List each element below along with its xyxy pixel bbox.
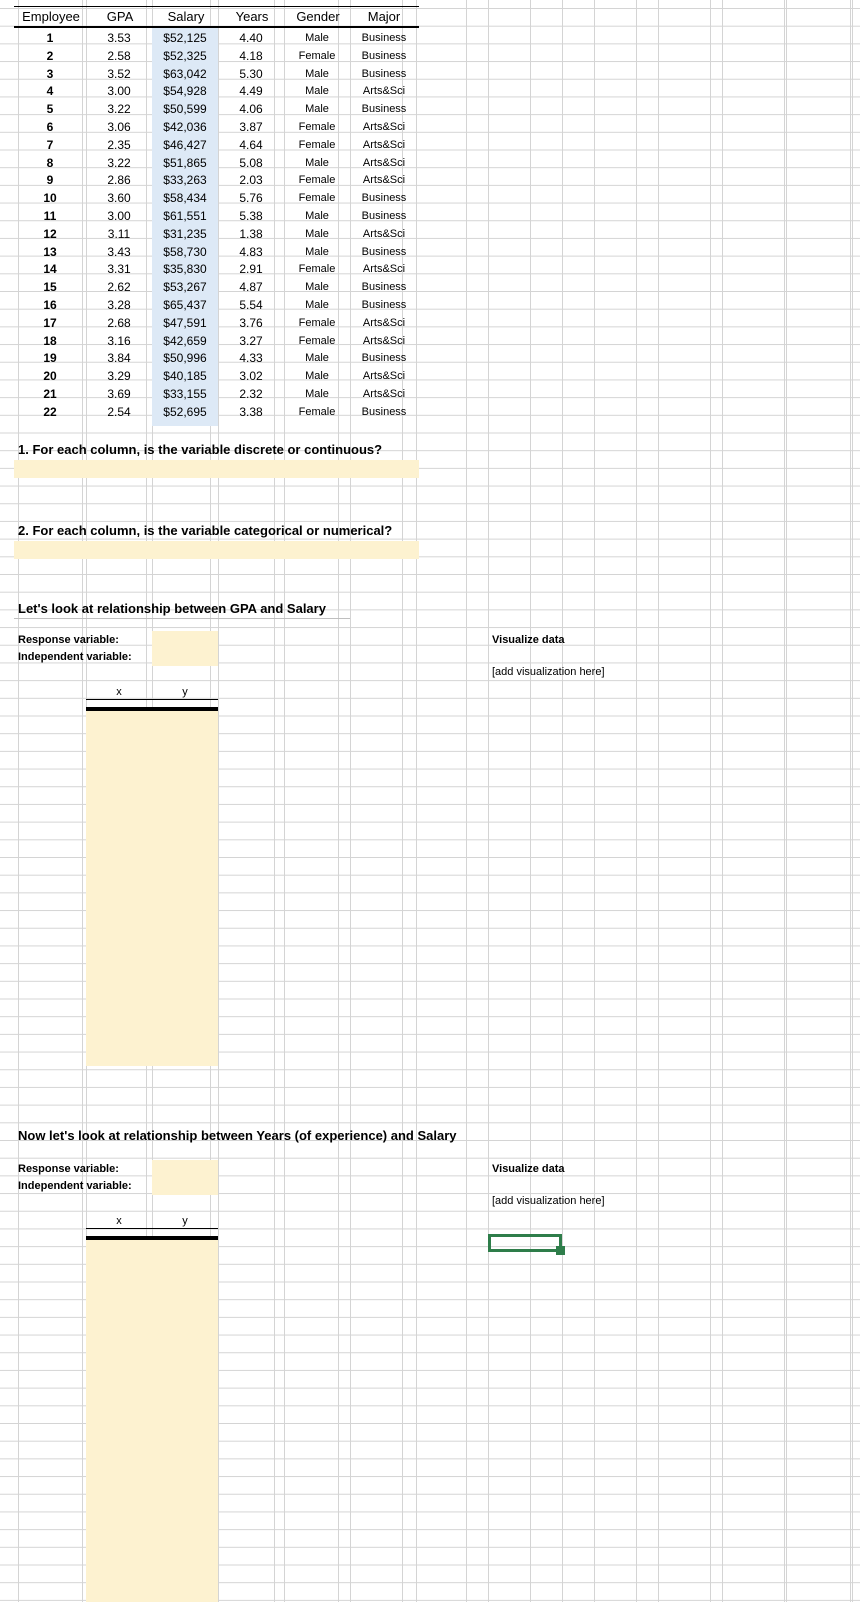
cell-years[interactable]: 4.83 [239, 244, 263, 259]
cell-salary[interactable]: $33,263 [163, 173, 207, 188]
cell-employee[interactable]: 4 [46, 84, 54, 99]
cell-employee[interactable]: 17 [43, 315, 57, 330]
cell-employee[interactable]: 9 [46, 173, 54, 188]
cell-years[interactable]: 5.54 [239, 298, 263, 312]
response-variable-input-2[interactable] [152, 1160, 218, 1195]
cell-years[interactable]: 4.18 [239, 48, 263, 63]
cell-years[interactable]: 5.76 [239, 191, 263, 206]
cell-gender[interactable]: Male [305, 103, 329, 116]
cell-employee[interactable]: 15 [43, 280, 57, 295]
cell-employee[interactable]: 8 [46, 155, 54, 170]
cell-gpa[interactable]: 3.52 [107, 66, 131, 81]
cell-salary[interactable]: $33,155 [163, 387, 207, 401]
cell-salary[interactable]: $52,325 [163, 48, 207, 63]
x-column-label-2: x [116, 1215, 122, 1227]
cell-major[interactable]: Arts&Sci [362, 156, 406, 169]
y-column-label-2: y [182, 1215, 188, 1227]
cell-major[interactable]: Arts&Sci [362, 174, 406, 187]
cell-employee[interactable]: 21 [43, 387, 57, 401]
cell-gpa[interactable]: 3.31 [107, 262, 131, 277]
cell-major[interactable]: Business [361, 299, 407, 311]
add-visualization-placeholder-2[interactable]: [add visualization here] [492, 1195, 605, 1207]
cell-years[interactable]: 3.38 [239, 404, 263, 419]
cell-gpa[interactable]: 3.60 [107, 191, 131, 206]
cell-salary[interactable]: $61,551 [163, 209, 207, 223]
cell-gpa[interactable]: 3.69 [107, 387, 131, 401]
xy-header-thin-border [86, 699, 218, 700]
cell-gender[interactable]: Female [298, 334, 336, 347]
header-employee[interactable]: Employee [22, 9, 80, 24]
header-gpa[interactable]: GPA [106, 9, 134, 24]
cell-employee[interactable]: 7 [46, 137, 54, 152]
header-salary[interactable]: Salary [167, 9, 205, 24]
x-column-label: x [116, 686, 122, 698]
cell-gpa[interactable]: 2.68 [107, 315, 131, 330]
cell-gender[interactable]: Female [298, 263, 336, 276]
cell-gpa[interactable]: 2.54 [107, 404, 131, 419]
cell-employee[interactable]: 1 [46, 31, 54, 45]
cell-major[interactable]: Business [361, 352, 407, 365]
cell-years[interactable]: 5.30 [239, 66, 263, 81]
cell-gpa[interactable]: 3.43 [107, 244, 131, 259]
cell-employee[interactable]: 13 [43, 244, 57, 259]
cell-years[interactable]: 2.91 [239, 262, 263, 277]
header-gender[interactable]: Gender [296, 9, 340, 24]
cell-gpa[interactable]: 3.06 [107, 120, 131, 134]
header-top-border [14, 6, 419, 7]
cell-gpa[interactable]: 3.29 [107, 369, 131, 384]
cell-gpa[interactable]: 2.58 [107, 48, 131, 63]
cell-major[interactable]: Arts&Sci [362, 138, 406, 151]
cell-employee[interactable]: 2 [46, 48, 54, 63]
answer-1-cell[interactable] [14, 460, 419, 478]
cell-major[interactable]: Business [361, 405, 407, 418]
cell-salary[interactable]: $47,591 [163, 315, 207, 330]
cell-gender[interactable]: Male [305, 227, 329, 240]
section-1-title-underline [14, 618, 350, 619]
cell-major[interactable]: Business [361, 49, 407, 62]
independent-variable-label: Independent variable: [18, 651, 132, 663]
xy-header-thin-border-2 [86, 1228, 218, 1229]
cell-gender[interactable]: Female [298, 405, 336, 418]
cell-gpa[interactable]: 3.11 [107, 226, 131, 241]
cell-years[interactable]: 1.38 [239, 226, 263, 241]
cell-gender[interactable]: Female [298, 316, 336, 329]
cell-major[interactable]: Business [361, 192, 407, 205]
cell-employee[interactable]: 10 [43, 191, 57, 206]
cell-gender[interactable]: Male [305, 156, 329, 169]
cell-years[interactable]: 4.33 [239, 351, 263, 366]
visualize-data-label: Visualize data [492, 634, 565, 646]
cell-major[interactable]: Arts&Sci [362, 370, 406, 383]
cell-gender[interactable]: Male [305, 245, 329, 258]
cell-major[interactable]: Business [361, 281, 407, 294]
cell-salary[interactable]: $53,267 [163, 280, 207, 295]
cell-major[interactable]: Business [361, 67, 407, 80]
cell-salary[interactable]: $50,599 [163, 102, 207, 117]
cell-years[interactable]: 5.38 [239, 209, 263, 223]
cell-years[interactable]: 4.64 [239, 137, 263, 152]
header-border [14, 26, 419, 28]
add-visualization-placeholder[interactable]: [add visualization here] [492, 666, 605, 678]
cell-gender[interactable]: Male [305, 370, 329, 383]
cell-gpa[interactable]: 3.16 [107, 333, 131, 348]
cell-salary[interactable]: $54,928 [163, 84, 207, 99]
cell-employee[interactable]: 6 [46, 120, 54, 134]
cell-major[interactable]: Business [361, 245, 407, 258]
answer-2-cell[interactable] [14, 541, 419, 559]
cell-major[interactable]: Business [361, 103, 407, 116]
cell-gpa[interactable]: 3.22 [107, 155, 131, 170]
cell-salary[interactable]: $51,865 [163, 155, 207, 170]
cell-salary[interactable]: $35,830 [163, 262, 207, 277]
cell-salary[interactable]: $42,659 [163, 333, 207, 348]
cell-gender[interactable]: Female [298, 138, 336, 151]
cell-gender[interactable]: Female [298, 192, 336, 205]
cell-employee[interactable]: 14 [43, 262, 57, 277]
cell-gender[interactable]: Male [305, 299, 329, 311]
cell-years[interactable]: 3.02 [239, 369, 263, 384]
cell-gpa[interactable]: 3.00 [107, 209, 131, 223]
cell-salary[interactable]: $58,434 [163, 191, 207, 206]
y-column-label: y [182, 686, 188, 698]
cell-salary[interactable]: $42,036 [163, 120, 207, 134]
fill-handle[interactable] [556, 1246, 565, 1255]
cell-salary[interactable]: $40,185 [163, 369, 207, 384]
header-years[interactable]: Years [235, 9, 269, 24]
cell-years[interactable]: 3.87 [239, 120, 263, 134]
section-2-title: Now let's look at relationship between Years (of experience) and Salary [18, 1128, 457, 1143]
cell-gpa[interactable]: 3.84 [107, 351, 131, 366]
cell-years[interactable]: 2.32 [239, 387, 263, 401]
section-1-title: Let's look at relationship between GPA and Salary [18, 601, 326, 616]
cell-salary[interactable]: $65,437 [163, 298, 207, 312]
cell-gender[interactable]: Male [305, 210, 329, 222]
cell-gpa[interactable]: 3.28 [107, 298, 131, 312]
cell-years[interactable]: 3.76 [239, 315, 263, 330]
cell-gpa[interactable]: 3.00 [107, 84, 131, 99]
cell-gender[interactable]: Male [305, 352, 329, 365]
cell-gender[interactable]: Male [305, 388, 329, 400]
cell-major[interactable]: Business [361, 210, 407, 222]
cell-gender[interactable]: Male [305, 281, 329, 294]
cell-major[interactable]: Arts&Sci [362, 227, 406, 240]
cell-major[interactable]: Arts&Sci [362, 316, 406, 329]
header-major[interactable]: Major [367, 9, 401, 24]
cell-years[interactable]: 4.40 [239, 31, 263, 45]
cell-gender[interactable]: Female [298, 121, 336, 133]
cell-gender[interactable]: Male [305, 67, 329, 80]
xy-data-area[interactable] [86, 711, 218, 1066]
cell-employee[interactable]: 22 [43, 404, 57, 419]
cell-employee[interactable]: 5 [46, 102, 54, 117]
cell-salary[interactable]: $31,235 [163, 226, 207, 241]
visualize-data-label-2: Visualize data [492, 1163, 565, 1175]
cell-salary[interactable]: $50,996 [163, 351, 207, 366]
cell-employee[interactable]: 16 [43, 298, 57, 312]
cell-employee[interactable]: 11 [43, 209, 57, 223]
cell-major[interactable]: Arts&Sci [362, 263, 406, 276]
cell-employee[interactable]: 18 [43, 333, 57, 348]
cell-gender[interactable]: Female [298, 49, 336, 62]
cell-salary[interactable]: $52,125 [163, 31, 207, 45]
xy-data-area-2[interactable] [86, 1240, 218, 1602]
cell-gender[interactable]: Male [305, 85, 329, 98]
cell-salary[interactable]: $52,695 [163, 404, 207, 419]
question-1: 1. For each column, is the variable discrete or continuous? [18, 442, 383, 457]
cell-years[interactable]: 4.49 [239, 84, 263, 99]
cell-years[interactable]: 4.87 [239, 280, 263, 295]
cell-salary[interactable]: $63,042 [163, 66, 207, 81]
cell-gpa[interactable]: 2.35 [107, 137, 131, 152]
independent-variable-label-2: Independent variable: [18, 1180, 132, 1192]
cell-major[interactable]: Arts&Sci [362, 334, 406, 347]
cell-gpa[interactable]: 2.62 [107, 280, 131, 295]
cell-years[interactable]: 3.27 [239, 333, 263, 348]
response-variable-label-2: Response variable: [18, 1163, 119, 1175]
cell-salary[interactable]: $58,730 [163, 244, 207, 259]
active-cell-selection[interactable] [488, 1234, 562, 1252]
cell-years[interactable]: 4.06 [239, 102, 263, 117]
cell-gpa[interactable]: 2.86 [107, 173, 131, 188]
cell-employee[interactable]: 12 [43, 226, 57, 241]
cell-major[interactable]: Arts&Sci [362, 388, 406, 400]
response-variable-label: Response variable: [18, 634, 119, 646]
response-variable-input[interactable] [152, 631, 218, 666]
cell-years[interactable]: 5.08 [239, 155, 263, 170]
cell-gpa[interactable]: 3.22 [107, 102, 131, 117]
cell-employee[interactable]: 3 [46, 66, 54, 81]
cell-salary[interactable]: $46,427 [163, 137, 207, 152]
cell-gender[interactable]: Female [298, 174, 336, 187]
question-2: 2. For each column, is the variable categorical or numerical? [18, 523, 393, 538]
cell-years[interactable]: 2.03 [239, 173, 263, 188]
cell-gender[interactable]: Male [305, 32, 329, 44]
cell-major[interactable]: Arts&Sci [362, 85, 406, 98]
cell-employee[interactable]: 19 [43, 351, 57, 366]
cell-employee[interactable]: 20 [43, 369, 57, 384]
cell-gpa[interactable]: 3.53 [107, 31, 131, 45]
cell-major[interactable]: Business [361, 32, 407, 44]
cell-major[interactable]: Arts&Sci [362, 121, 406, 133]
